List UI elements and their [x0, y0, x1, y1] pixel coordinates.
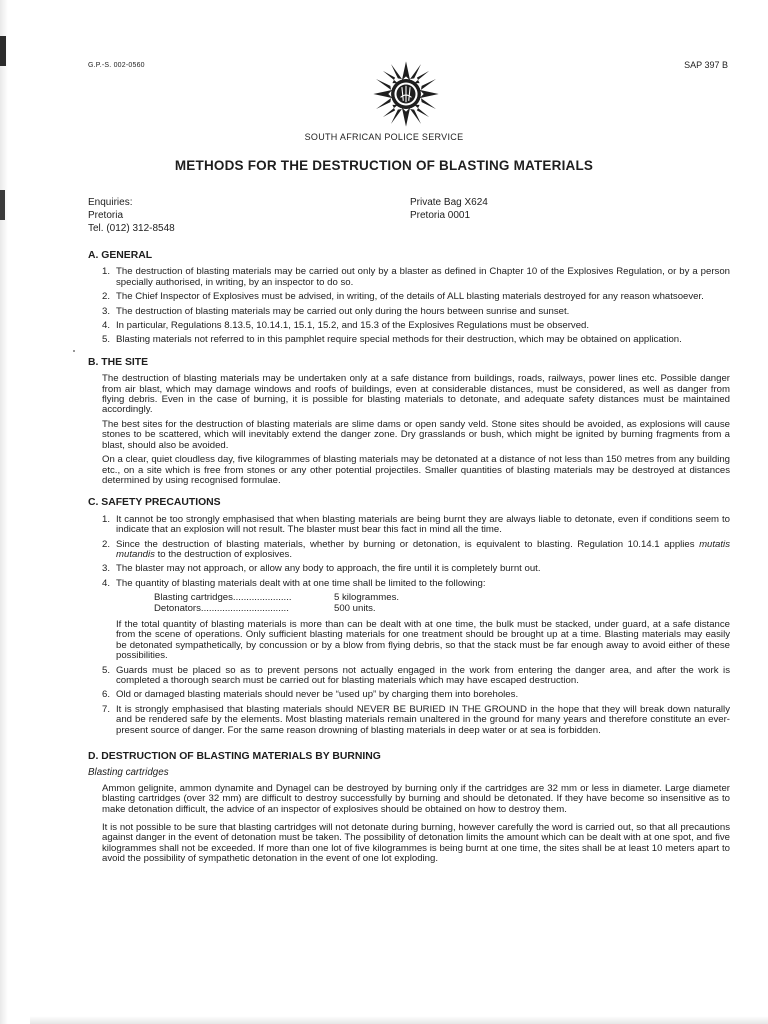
list-item [102, 307, 730, 317]
item-note: If the total quantity of blasting materials is more than can be dealt with at one time, the bulk must be stacked, under guard, at a safe distance from the scene of operations. Only sufficient blasting materials for one treatment should be brought up at a time. Blasting materials may easily be detonated sympathetically, by concussion or by a blow from flying debris, so that the stack must be far enough away to avoid either of these possibilities. [116, 618, 730, 662]
page-title: METHODS FOR THE DESTRUCTION OF BLASTING MATERIALS [174, 158, 594, 173]
item-number: 7. [102, 703, 111, 715]
item-number: 6. [102, 689, 111, 701]
list-item [102, 666, 730, 687]
item-number: 4. [102, 320, 111, 332]
item-text: The blaster may not approach, or allow any body to approach, the fire until it is completely burnt out. [116, 563, 541, 575]
quantity-label: Detonators................................. [154, 602, 289, 614]
section-site [88, 358, 730, 486]
list-item [102, 564, 730, 574]
list-item [102, 321, 730, 331]
quantity-row [154, 593, 730, 603]
paragraph: It is not possible to be sure that blasting cartridges will not detonate during burning, however carefully the word is carried out, so that all precautions against danger in the event of detonation must be taken. The possibility of detonation limits the amount which can be dealt with at one spot, and five kilogrammes shall not be exceeded. If more than one lot of five kilogrammes is being burnt at one time, the sites shall be at least 10 meters apart to avoid the possibility of sympathetic detonation in the event of one lot exploding. [102, 822, 730, 865]
quantity-label: Blasting cartridges...................... [154, 592, 292, 604]
item-text: Since the destruction of blasting materials, whether by burning or detonation, is equivalent to blasting. Regulation 10.14.1 applies [116, 538, 700, 550]
quantity-row [154, 604, 730, 614]
item-number: 2. [102, 291, 111, 303]
form-code: SAP 397 B [684, 60, 728, 70]
item-number: 5. [102, 664, 111, 676]
section-safety [88, 498, 730, 736]
item-number: 4. [102, 577, 111, 589]
section-general [88, 251, 730, 346]
item-number: 1. [102, 513, 111, 525]
item-text: Guards must be placed so as to prevent persons not actually engaged in the work from entering the danger area, and after the work is completed a thorough search must be carried out for blasting materials which may have escaped destruction. [116, 664, 730, 686]
document-body [88, 251, 730, 877]
section-heading: A. GENERAL [88, 250, 153, 261]
item-text: The destruction of blasting materials may be carried out only by a blaster as defined in Chapter 10 of the Explosives Regulation, or by a person specially authorised, in writing, by an inspector to do so. [116, 266, 730, 288]
item-number: 3. [102, 305, 111, 317]
contact-enquiries [88, 196, 175, 235]
subsection-heading: Blasting cartridges [88, 767, 169, 779]
item-number: 3. [102, 563, 111, 575]
item-number: 2. [102, 538, 111, 550]
paragraph: Ammon gelignite, ammon dynamite and Dynagel can be destroyed by burning only if the cartridges are 32 mm or less in diameter. Large diameter blasting cartridges (over 32 mm) are difficult to destroy successfully by burning and should be detonated. If they have become so insensitive as to make detonation difficult, the advice of an inspector of explosives should be obtained on how to destroy them. [102, 782, 730, 815]
address-line: Pretoria 0001 [410, 210, 471, 221]
form-reference: G.P.-S. 002-0560 [88, 62, 145, 69]
list-item [102, 292, 730, 302]
item-text: It cannot be too strongly emphasised that when blasting materials are being burnt they are always liable to detonate, even if conditions seem to indicate that an explosion will not result. The blaster must bear this fact in mind all the time. [116, 513, 730, 536]
list-item [102, 540, 730, 561]
item-text: Old or damaged blasting materials should never be “used up” by charging them into boreholes. [116, 689, 519, 701]
paragraph: On a clear, quiet cloudless day, five kilogrammes of blasting materials may be detonated at a distance of not less than 150 metres from any building etc., on a site which is free from stones or any other potential projectiles. Smaller quantities of blasting materials may be destroyed at distances determined by using recognised formulae. [102, 454, 730, 486]
section-heading: B. THE SITE [88, 356, 149, 368]
item-text: to the destruction of explosives. [154, 548, 292, 560]
contact-phone: Tel. (012) 312-8548 [88, 223, 175, 234]
list-item [102, 335, 730, 345]
list-item [102, 267, 730, 288]
police-star-crest-icon [372, 60, 440, 128]
item-number: 5. [102, 334, 111, 346]
section-heading: D. DESTRUCTION OF BLASTING MATERIALS BY BURNING [88, 751, 381, 763]
numbered-list [88, 515, 730, 736]
latin-phrase: mutatis mutandis [116, 538, 730, 560]
paragraph: The destruction of blasting materials may be undertaken only at a safe distance from buildings, roads, railways, power lines etc. Possible danger from air blast, which may damage windows and roofs of buildings, even at considerable distances, must be considered, as well as danger from flying debris. Even in the case of burning, it is possible for blasting materials to detonate, and adequate safety distances must be maintained accordingly. [102, 373, 730, 416]
item-text: The quantity of blasting materials dealt with at one time shall be limited to the following: [116, 577, 486, 589]
list-item [102, 579, 730, 662]
item-text: The destruction of blasting materials may be carried out only during the hours between sunrise and sunset. [116, 305, 570, 317]
item-text: It is strongly emphasised that blasting materials should NEVER BE BURIED IN THE GROUND in the hope that they will break down naturally and be rendered safe by the elements. Most blasting materials remain unaltered in the ground for many years and therefore constitute an ever-present source of danger. For the same reason drowning of blasting materials in deep water or at sea is forbidden. [116, 703, 730, 736]
item-text: In particular, Regulations 8.13.5, 10.14.1, 15.1, 15.2, and 15.3 of the Explosives Regulations must be observed. [116, 320, 590, 332]
quantity-value: 5 kilogrammes. [334, 592, 400, 604]
quantity-value: 500 units. [334, 602, 376, 614]
contact-line: Pretoria [88, 210, 124, 221]
contact-line: Enquiries: [88, 197, 133, 208]
agency-name: SOUTH AFRICAN POLICE SERVICE [304, 132, 464, 142]
list-item [102, 515, 730, 536]
contact-address [410, 196, 488, 222]
section-burning [88, 752, 730, 865]
section-heading: C. SAFETY PRECAUTIONS [88, 497, 221, 509]
list-item [102, 690, 730, 700]
item-text: Blasting materials not referred to in this pamphlet require special methods for their destruction, which may be obtained on application. [116, 334, 682, 346]
item-number: 1. [102, 266, 111, 278]
address-line: Private Bag X624 [410, 197, 488, 208]
quantity-limits [154, 593, 730, 614]
paragraph: The best sites for the destruction of blasting materials are slime dams or open sandy veld. Stone sites should be avoided, as explosions will cause stones to be scattered, which will inevitably extend the danger zone. Dry grasslands or bush, which might be ignited by burning fragments from a blast, should also be avoided. [102, 418, 730, 451]
list-item [102, 705, 730, 736]
numbered-list [88, 267, 730, 345]
item-text: The Chief Inspector of Explosives must be advised, in writing, of the details of ALL blasting materials destroyed for any reason whatsoever. [116, 291, 704, 303]
